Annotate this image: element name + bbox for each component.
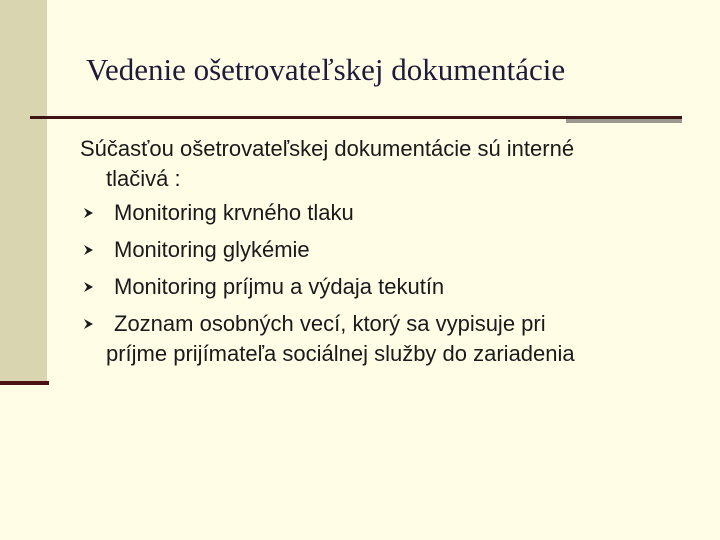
bullet-text: Monitoring glykémie [114,237,310,262]
arrow-right-icon [82,244,94,256]
title-divider-accent [566,119,682,123]
bullet-item [80,272,690,302]
bullet-item [80,309,690,369]
intro-line-2: tlačivá : [106,166,181,191]
side-bar-base-line [0,381,49,385]
bullet-text: Monitoring príjmu a výdaja tekutín [114,274,445,299]
arrow-right-icon [82,281,94,293]
arrow-right-icon [82,318,94,330]
arrow-right-icon [82,207,94,219]
slide-content [80,134,690,376]
slide-title: Vedenie ošetrovateľskej dokumentácie [86,52,566,87]
intro-line-1: Súčasťou ošetrovateľskej dokumentácie sú interné [80,136,575,161]
bullet-item [80,235,690,265]
bullet-text: Zoznam osobných vecí, ktorý sa vypisuje pri [114,311,546,336]
bullet-text: Monitoring krvného tlaku [114,200,354,225]
bullet-item [80,198,690,228]
side-bar-decoration [0,0,47,383]
intro-paragraph [80,134,690,194]
bullet-text-continuation: príjme prijímateľa sociálnej služby do zariadenia [106,341,575,366]
